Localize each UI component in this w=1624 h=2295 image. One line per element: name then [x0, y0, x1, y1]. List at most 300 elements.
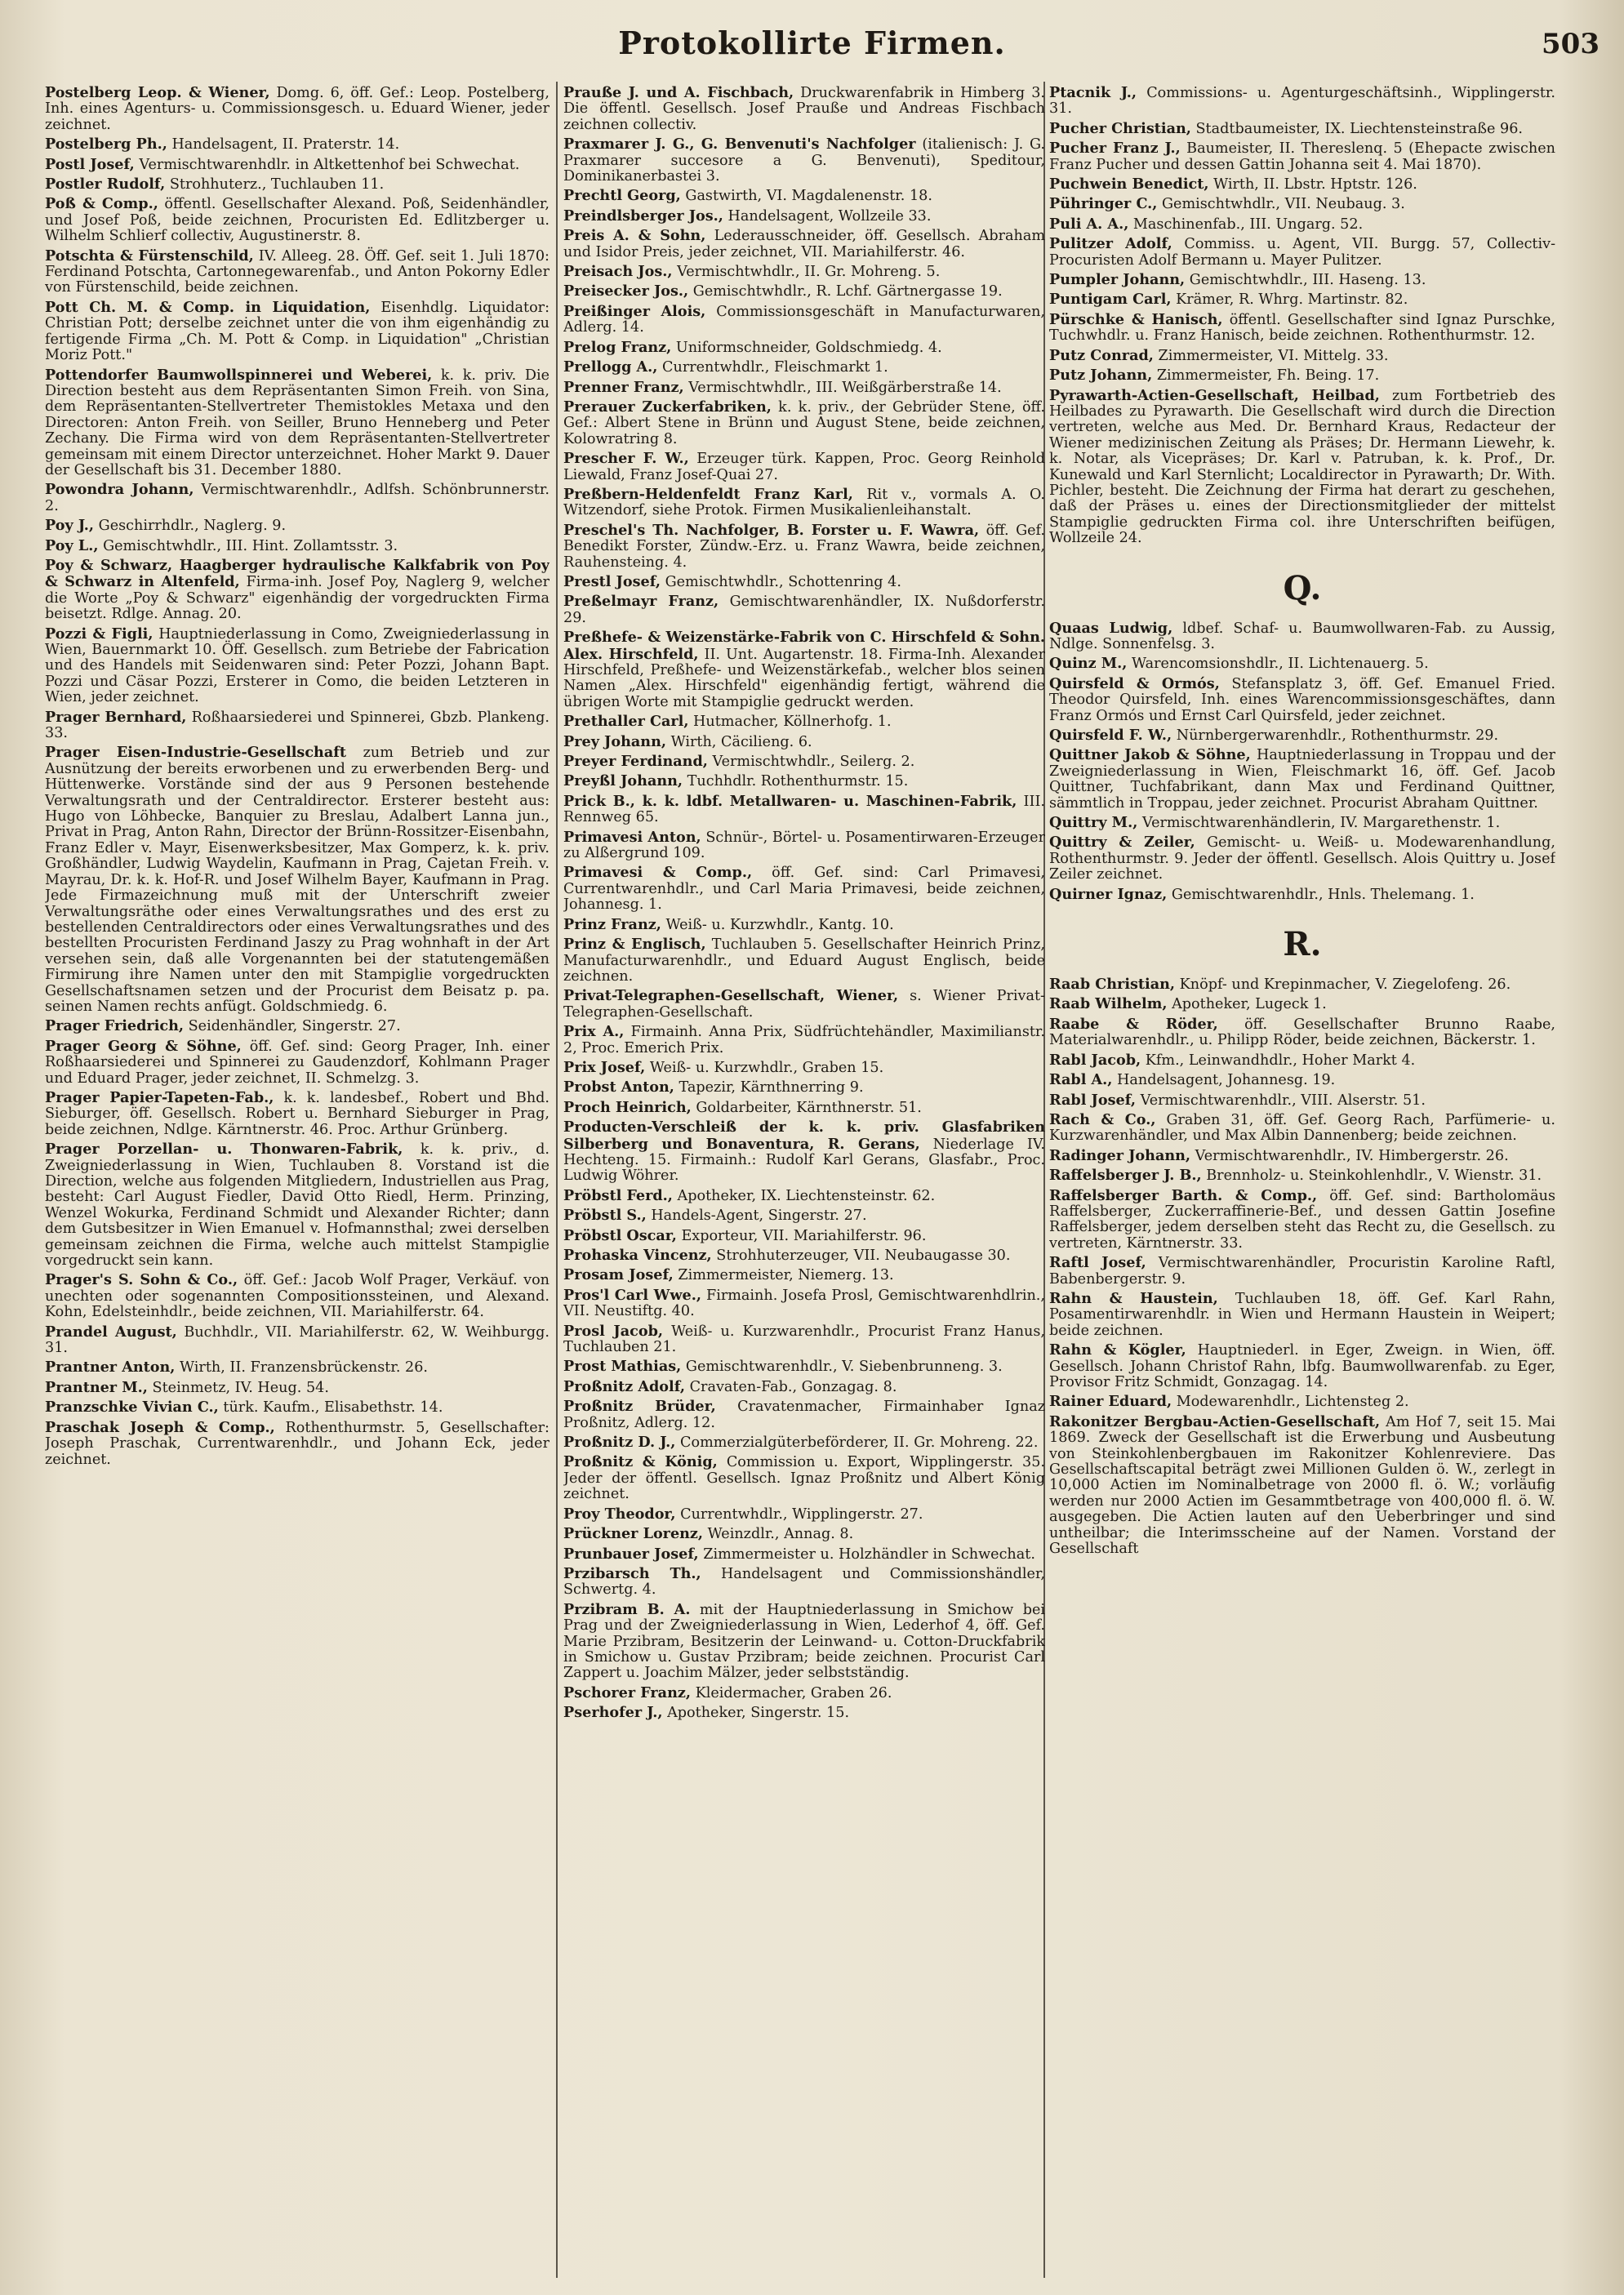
firm-name: Preßhefe- & Weizenstärke-Fabrik von C. Hirschfeld & Sohn. Alex. Hirschfeld, — [563, 629, 1045, 663]
firm-entry — [563, 1526, 1045, 1542]
firm-entry — [563, 451, 1045, 483]
firm-entry — [563, 228, 1045, 260]
firm-name: Pulitzer Adolf, — [1049, 235, 1172, 253]
firm-details: Commissions- u. Agenturgeschäftsinh., Wipplingerstr. 31. — [1049, 85, 1555, 118]
firm-entry — [563, 1399, 1045, 1431]
firm-details: Vermischtwhdlr., II. Gr. Mohreng. 5. — [677, 264, 941, 281]
firm-entry — [563, 399, 1045, 447]
firm-details: öff. Gef. sind: Bartholomäus Raffelsberger, Zuckerraffinerie-Bef., und dessen Gattin Josefine Raffelsberger, jedem derselben steht das Recht zu, die Gesellsch. zu vertreten, Kärntnerstr. 33. — [1049, 1187, 1555, 1252]
firm-details: Commissionsgeschäft in Manufacturwaren, Adlerg. 14. — [563, 303, 1045, 336]
firm-name: Prosam Josef, — [563, 1266, 674, 1284]
firm-entry — [1049, 196, 1555, 212]
firm-entry — [563, 1685, 1045, 1701]
firm-name: Pröbstl Ferd., — [563, 1186, 673, 1204]
firm-entry — [563, 264, 1045, 280]
firm-name: Puli A. A., — [1049, 215, 1129, 233]
firm-name: Probst Anton, — [563, 1079, 674, 1096]
firm-details: zum Betrieb und zur Ausnützung der bereits erworbenen und zu erwerbenden Berg- und Hüttenwerke. Vorstände sind der aus 9 Personen bestehende Verwaltungsrath und der Centraldirector. Ersterer besteht aus: Hugo von Löhbecke, Banquier zu Breslau, Adalbert Lanna jun., Privat in Prag, Anton Rahn, Director der Brünn-Rossitzer-Eisenbahn, Franz Edler v. Mayr, Eisenwerksbesitzer, Max Gomperz, k. k. priv. Großhändler, Ludwig Waydelin, Kaufmann in Prag, Cajetan Freih. v. Mayrau, Dr. k. k. Hof-R. und Josef Wilhelm Bayer, Kaufmann in Prag. Jede Firmazeichnung muß mit der Unterschrift zweier Verwaltungsräthe oder eines Verwaltungsrathes und des erst zu bestellenden Centraldirectors oder eines Verwaltungsrathes und des bestellten Procuristen Ferdinand Jaszy zu Prag wohnhaft in der Art versehen sein, daß alle Vorgenannten bei der statutengemäßen Firmirung ihre Namen unter den mit Stampiglie vorgedruckten Gesellschaftsnamen setzen und der Procurist dem Beisatz p. pa. seinen Namen rechts anfügt. Goldschmiedg. 6. — [45, 745, 549, 1015]
firm-name: Poß & Comp., — [45, 195, 158, 213]
firm-name: Raffelsberger J. B., — [1049, 1167, 1202, 1185]
firm-entry — [1049, 121, 1555, 137]
firm-name: Pschorer Franz, — [563, 1683, 691, 1701]
firm-name: Prauße J. und A. Fischbach, — [563, 85, 794, 101]
firm-entry — [563, 1454, 1045, 1502]
firm-details: Zimmermeister, VI. Mittelg. 33. — [1158, 347, 1389, 364]
firm-details: Apotheker, Singerstr. 15. — [667, 1705, 850, 1722]
firm-name: Quaas Ludwig, — [1049, 619, 1173, 637]
firm-name: Pumpler Johann, — [1049, 271, 1186, 289]
firm-name: Prerauer Zuckerfabriken, — [563, 398, 772, 416]
firm-details: Wirth, II. Franzensbrückenstr. 26. — [180, 1359, 428, 1377]
firm-name: Privat-Telegraphen-Gesellschaft, Wiener, — [563, 987, 899, 1005]
firm-details: Vermischtwhdlr., III. Weißgärberstraße 14. — [688, 379, 1002, 396]
firm-name: Raffelsberger Barth. & Comp., — [1049, 1186, 1318, 1204]
firm-entry — [563, 1079, 1045, 1096]
firm-details: Gastwirth, VI. Magdalenenstr. 18. — [685, 188, 932, 205]
firm-name: Pott Ch. M. & Comp. in Liquidation, — [45, 298, 371, 316]
firm-name: Quirner Ignaz, — [1049, 885, 1168, 903]
firm-entry — [1049, 367, 1555, 384]
firm-name: Quittry M., — [1049, 814, 1138, 832]
firm-details: Nürnbergerwarenhdlr., Rothenthurmstr. 29. — [1176, 727, 1499, 744]
firm-entry — [563, 1288, 1045, 1320]
firm-entry — [563, 1323, 1045, 1356]
firm-name: Praxmarer J. G., G. Benvenuti's Nachfolger — [563, 136, 916, 153]
firm-name: Proßnitz & König, — [563, 1453, 718, 1471]
firm-name: Prestl Josef, — [563, 572, 661, 590]
firm-details: Rothenthurmstr. 5, Gesellschafter: Joseph Praschak, Currentwarenhdlr., und Johann Eck, jeder zeichnet. — [45, 1419, 549, 1468]
firm-details: Weiß- u. Kurzwhdlr., Kantg. 10. — [665, 916, 894, 933]
firm-name: Powondra Johann, — [45, 481, 194, 499]
firm-details: Weiß- u. Kurzwhdlr., Graben 15. — [649, 1059, 884, 1076]
firm-details: Uniformschneider, Goldschmiedg. 4. — [675, 339, 942, 356]
firm-entry — [45, 558, 549, 623]
firm-name: Poy J., — [45, 517, 95, 535]
firm-details: Handelsagent, Johannesg. 19. — [1117, 1072, 1336, 1089]
firm-name: Prechtl Georg, — [563, 187, 681, 205]
firm-entry — [45, 518, 549, 534]
firm-details: Handelsagent und Commissionshändler, Schwertg. 4. — [563, 1565, 1045, 1599]
firm-details: Cravatenmacher, Firmainhaber Ignaz Proßnitz, Adlerg. 12. — [563, 1399, 1045, 1431]
firm-name: Raab Wilhelm, — [1049, 995, 1168, 1013]
firm-name: Putz Johann, — [1049, 367, 1153, 385]
firm-entry — [1049, 236, 1555, 269]
firm-name: Pros'l Carl Wwe., — [563, 1286, 701, 1304]
firm-entry — [1049, 1188, 1555, 1252]
firm-details: Vermischtwarenhdlr., Adlfsh. Schönbrunnerstr. 2. — [45, 482, 549, 514]
firm-name: Pucher Christian, — [1049, 119, 1191, 137]
firm-details: Zimmermeister, Niemerg. 13. — [678, 1267, 894, 1284]
firm-name: Puchwein Benedict, — [1049, 176, 1209, 193]
firm-entry — [1049, 1168, 1555, 1184]
firm-details: Seidenhändler, Singerstr. 27. — [188, 1018, 401, 1035]
firm-name: Prosl Jacob, — [563, 1322, 664, 1340]
firm-name: Prunbauer Josef, — [563, 1545, 699, 1563]
firm-name: Prager's S. Sohn & Co., — [45, 1271, 238, 1289]
firm-entry — [45, 157, 549, 173]
firm-name: Proßnitz Brüder, — [563, 1398, 716, 1416]
firm-entry — [1049, 216, 1555, 233]
firm-details: Commerzialgüterbeförderer, II. Gr. Mohreng. 22. — [680, 1434, 1039, 1452]
firm-entry — [563, 1566, 1045, 1599]
firm-name: Quirsfeld F. W., — [1049, 727, 1172, 744]
firm-details: Weiß- u. Kurzwarenhdlr., Procurist Franz Hanus, Tuchlauben 21. — [563, 1323, 1045, 1356]
firm-entry — [563, 594, 1045, 626]
firm-entry — [563, 380, 1045, 396]
firm-entry — [563, 1208, 1045, 1224]
firm-details: Apotheker, IX. Liechtensteinstr. 62. — [677, 1187, 936, 1204]
firm-details: Vermischtwarenhändlerin, IV. Margarethenstr. 1. — [1142, 815, 1501, 832]
firm-details: Tapezir, Kärnthnerring 9. — [679, 1079, 864, 1096]
firm-details: Knöpf- und Krepinmacher, V. Ziegelofeng. 26. — [1179, 976, 1511, 994]
firm-name: Quittry & Zeiler, — [1049, 834, 1195, 852]
firm-details: Wirth, II. Lbstr. Hptstr. 126. — [1213, 176, 1417, 193]
firm-name: Quittner Jakob & Söhne, — [1049, 746, 1251, 764]
firm-entry — [1049, 834, 1555, 883]
firm-name: Rahn & Kögler, — [1049, 1341, 1186, 1359]
firm-name: Raab Christian, — [1049, 976, 1176, 994]
firm-entry — [563, 523, 1045, 571]
firm-name: Postl Josef, — [45, 155, 135, 173]
firm-details: Am Hof 7, seit 15. Mai 1869. Zweck der Gesellschaft ist die Erwerbung und Ausbeutung von Steinkohlenbergbauen im Rakonitzer Kohlenreviere. Das Gesellschaftscapital beträgt zwei Millionen Gulden ö. W., zerlegt in 10,000 Actien im Nominalbetrage von 2000 fl. ö. W.; vorläufig werden nur 2000 Actien im Gesammtbetrage von 400,000 fl. ö. W. ausgegeben. Die Actien lauten auf den Ueberbringer und sind untheilbar; die Interimsscheine auf der Namen. Vorstand der Gesellschaft — [1049, 1413, 1555, 1558]
firm-details: Gemischtwhdlr., R. Lchf. Gärtnergasse 19. — [692, 283, 1003, 300]
firm-name: Prescher F. W., — [563, 450, 689, 468]
firm-entry — [563, 754, 1045, 770]
firm-details: Hauptniederlassung in Como, Zweigniederlassung in Wien, Bauernmarkt 10. Öff. Gesellsch. zum Betriebe der Fabrication und des Handels mit Seidenwaren sind: Peter Pozzi, Johann Bapt. Pozzi und Cäsar Pozzi, Ersterer in Como, die beiden Letzteren in Wien, jeder zeichnet. — [45, 625, 549, 706]
section-letter: Q. — [1283, 568, 1322, 607]
column-1 — [45, 85, 549, 2281]
firm-name: Prückner Lorenz, — [563, 1525, 704, 1543]
firm-name: Preßbern-Heldenfeldt Franz Karl, — [563, 485, 853, 503]
firm-details: türk. Kaufm., Elisabethstr. 14. — [223, 1399, 443, 1417]
firm-entry — [1049, 388, 1555, 547]
firm-name: Rabl Josef, — [1049, 1091, 1137, 1109]
firm-details: Gemischt- u. Weiß- u. Modewarenhandlung, Rothenthurmstr. 9. Jeder der öffentl. Gesellsch. Alois Quittry u. Josef Zeiler zeichnet. — [1049, 834, 1555, 883]
firm-name: Preyßl Johann, — [563, 772, 683, 790]
firm-name: Prager Bernhard, — [45, 708, 187, 726]
firm-details: Tuchlauben 18, öff. Gef. Karl Rahn, Posamentirwarenhdlr. in Wien und Hermann Haustein in Weipert; beide zeichnen. — [1049, 1290, 1555, 1339]
firm-details: k. k. landesbef., Robert und Bhd. Sieburger, öff. Gesellsch. Robert u. Bernhard Sieburger in Prag, beide zeichnen, Ndlge. Kärntnerstr. 46. Proc. Arthur Grünberg. — [45, 1089, 549, 1138]
firm-entry — [1049, 1016, 1555, 1049]
firm-name: Rach & Co., — [1049, 1110, 1156, 1128]
firm-details: Gemischtwhdlr., Schottenring 4. — [665, 573, 901, 590]
firm-details: Krämer, R. Whrg. Martinstr. 82. — [1176, 291, 1408, 309]
firm-entry — [563, 188, 1045, 204]
firm-entry — [1049, 85, 1555, 118]
firm-entry — [45, 1399, 549, 1416]
firm-details: Commiss. u. Agent, VII. Burgg. 57, Collectiv-Procuristen Adolf Bermann u. Mayer Pulitzer. — [1049, 236, 1555, 269]
firm-entry — [563, 1705, 1045, 1721]
firm-entry — [1049, 1072, 1555, 1088]
firm-entry — [1049, 976, 1555, 993]
firm-details: Baumeister, II. Thereslenq. 5 (Ehepacte zwischen Franz Pucher und dessen Gattin Johanna seit 4. Mai 1870). — [1049, 140, 1555, 173]
firm-name: Pozzi & Figli, — [45, 625, 154, 643]
column-2 — [563, 85, 1045, 2281]
firm-name: Rahn & Haustein, — [1049, 1289, 1218, 1307]
firm-details: öffentl. Gesellschafter Alexand. Poß, Seidenhändler, und Josef Poß, beide zeichnen, Procuristen Ed. Edlitzberger u. Wilhelm Schlierf collectiv, Augustinerstr. 8. — [45, 196, 549, 245]
firm-entry — [45, 1359, 549, 1376]
firm-name: Prantner M., — [45, 1378, 148, 1396]
firm-details: öffentl. Gesellschafter sind Ignaz Purschke, Tuchwhdlr. u. Franz Hanisch, beide zeichnen. Rothenthurmstr. 12. — [1049, 311, 1555, 345]
firm-details: Graben 31, öff. Gef. Georg Rach, Parfümerie- u. Kurzwarenhändler, und Max Albin Dannenberg; beide zeichnen. — [1049, 1111, 1555, 1145]
firm-name: Proch Heinrich, — [563, 1098, 692, 1116]
firm-entry — [45, 196, 549, 244]
firm-details: Firma-inh. Josef Poy, Naglerg 9, welcher die Worte „Poy & Schwarz" eigenhändig der vorgedruckten Firma beisetzt. Rdlge. Annag. 20. — [45, 574, 549, 623]
firm-entry — [1049, 620, 1555, 653]
firm-entry — [45, 1420, 549, 1468]
firm-details: zum Fortbetrieb des Heilbades zu Pyrawarth. Die Gesellschaft wird durch die Direction vertreten, welche aus Med. Dr. Bernhard Kraus, Redacteur der Wiener medizinischen Zeitung als Präses; Dr. Hermann Liewehr, k. k. Notar, als Vicepräses; Dr. Karl v. Patruban, k. k. Prof., Dr. Kunewald und Karl Sternlicht; Localdirector in Pyrawarth; Dr. With. Pichler, besteht. Die Zeichnung der Firma hat derart zu geschehen, daß der Präses u. eines der Directionsmitglieder der mittelst Stampiglie gedruckten Firma col. ihre Unterschriften beifügen, Wollzeile 24. — [1049, 387, 1555, 547]
firm-entry — [45, 1380, 549, 1396]
firm-details: Vermischtwarenhdlr. in Altkettenhof bei Schwechat. — [139, 156, 520, 173]
firm-entry — [563, 340, 1045, 356]
firm-details: Gemischtwhdlr., VII. Neubaug. 3. — [1162, 196, 1405, 213]
firm-entry — [563, 85, 1045, 133]
firm-entry — [1049, 1291, 1555, 1339]
firm-entry — [563, 1248, 1045, 1264]
firm-details: Weinzdlr., Annag. 8. — [707, 1526, 854, 1543]
firm-entry — [45, 1272, 549, 1320]
firm-details: Zimmermeister, Fh. Being. 17. — [1156, 367, 1380, 385]
firm-details: öff. Gef.: Jacob Wolf Prager, Verkäuf. von unechten oder sogenannten Compositionssteinen, und Alexand. Kohn, Edelsteinhdlr., beide zeichnen, VII. Mariahilferstr. 64. — [45, 1272, 549, 1321]
firm-name: Prager Georg & Söhne, — [45, 1037, 242, 1055]
firm-entry — [45, 1018, 549, 1034]
firm-name: Prandel August, — [45, 1323, 177, 1341]
firm-name: Primavesi & Comp., — [563, 864, 753, 882]
firm-entry — [563, 629, 1045, 710]
firm-name: Raabe & Röder, — [1049, 1015, 1218, 1033]
firm-entry — [45, 626, 549, 706]
firm-name: Rabl A., — [1049, 1071, 1113, 1089]
firm-details: (italienisch: J. G. Praxmarer succesore a G. Benvenuti), Speditour, Dominikanerbastei 3. — [563, 136, 1045, 185]
firm-details: k. k. priv., der Gebrüder Stene, öff. Gef.: Albert Stene in Brünn und August Stene, beide zeichnen, Kolowratring 8. — [563, 398, 1045, 447]
firm-name: Preisecker Jos., — [563, 282, 689, 300]
firm-name: Rainer Eduard, — [1049, 1393, 1172, 1411]
firm-name: Pottendorfer Baumwollspinnerei und Weberei, — [45, 366, 433, 384]
firm-name: Preschel's Th. Nachfolger, B. Forster u. F. Wawra, — [563, 521, 980, 539]
firm-entry — [45, 1090, 549, 1138]
firm-details: Handels-Agent, Singerstr. 27. — [651, 1208, 867, 1225]
section-letter: R. — [1283, 925, 1322, 964]
firm-details: Goldarbeiter, Kärnthnerstr. 51. — [696, 1099, 922, 1116]
firm-entry — [1049, 1052, 1555, 1069]
firm-name: Ptacnik J., — [1049, 85, 1137, 101]
firm-details: Hutmacher, Köllnerhofg. 1. — [693, 714, 892, 731]
firm-details: Stadtbaumeister, IX. Liechtensteinstraße 96. — [1195, 120, 1524, 137]
firm-name: Prenner Franz, — [563, 378, 684, 396]
firm-entry — [1049, 727, 1555, 744]
firm-entry — [1049, 815, 1555, 831]
firm-entry — [563, 829, 1045, 862]
firm-name: Pröbstl S., — [563, 1207, 647, 1225]
firm-entry — [563, 917, 1045, 933]
firm-details: Vermischtwhdlr., Seilerg. 2. — [712, 754, 915, 771]
firm-entry — [563, 773, 1045, 789]
firm-details: Hauptniederl. in Eger, Zweign. in Wien, öff. Gesellsch. Johann Christof Rahn, lbfg. Baumwollwarenfab. zu Eger, Provisor Fritz Schmidt, Gonzagag. 14. — [1049, 1342, 1555, 1390]
firm-details: Firmainh. Anna Prix, Südfrüchtehändler, Maximilianstr. 2, Proc. Emerich Prix. — [563, 1024, 1045, 1056]
firm-details: Maschinenfab., III. Ungarg. 52. — [1132, 216, 1364, 233]
firm-entry — [563, 1024, 1045, 1056]
firm-entry — [45, 85, 549, 133]
firm-name: Prick B., k. k. ldbf. Metallwaren- u. Maschinen-Fabrik, — [563, 792, 1017, 810]
firm-name: Poy L., — [45, 536, 99, 554]
firm-details: Buchhdlr., VII. Mariahilferstr. 62, W. Weihburgg. 31. — [45, 1323, 549, 1357]
firm-details: Tuchhdlr. Rothenthurmstr. 15. — [687, 773, 909, 790]
firm-details: Apotheker, Lugeck 1. — [1172, 996, 1327, 1013]
firm-entry — [45, 1039, 549, 1087]
firm-name: Proßnitz D. J., — [563, 1434, 676, 1452]
firm-entry — [563, 304, 1045, 336]
firm-details: Vermischtwarenhdlr., IV. Himbergerstr. 26. — [1195, 1147, 1509, 1164]
firm-name: Prantner Anton, — [45, 1359, 176, 1377]
firm-name: Pürschke & Hanisch, — [1049, 310, 1223, 328]
firm-details: Firmainh. Josefa Prosl, Gemischtwarenhdlrin., VII. Neustiftg. 40. — [563, 1287, 1045, 1320]
firm-details: Gemischtwhdlr., III. Hint. Zollamtsstr. 3. — [103, 537, 398, 554]
firm-details: Warencomsionshdlr., II. Lichtenauerg. 5. — [1132, 656, 1429, 673]
firm-name: Przibarsch Th., — [563, 1564, 701, 1582]
firm-name: Prinz & Englisch, — [563, 936, 706, 954]
firm-entry — [1049, 1092, 1555, 1109]
firm-entry — [563, 988, 1045, 1021]
firm-name: Poy & Schwarz, Haagberger hydraulische Kalkfabrik von Poy & Schwarz in Altenfeld, — [45, 556, 549, 591]
firm-name: Pranzschke Vivian C., — [45, 1399, 219, 1417]
firm-name: Prethaller Carl, — [563, 713, 689, 731]
firm-details: Exporteur, VII. Mariahilferstr. 96. — [681, 1227, 927, 1244]
firm-entry — [1049, 656, 1555, 672]
firm-name: Postler Rudolf, — [45, 176, 166, 193]
firm-name: Quirsfeld & Ormós, — [1049, 674, 1220, 692]
firm-entry — [45, 1141, 549, 1269]
firm-details: Niederlage IV. Hechteng. 15. Firmainh.: Rudolf Karl Gerans, Glasfabr., Proc. Ludwig Wöhrer. — [563, 1136, 1045, 1185]
firm-entry — [563, 283, 1045, 300]
firm-details: Currentwhdlr., Fleischmarkt 1. — [662, 359, 888, 376]
firm-details: Cravaten-Fab., Gonzagag. 8. — [689, 1378, 897, 1395]
firm-entry — [563, 1434, 1045, 1451]
firm-details: Kfm., Leinwandhdlr., Hoher Markt 4. — [1145, 1052, 1416, 1069]
firm-details: Gemischtwarenhdlr., V. Siebenbrunneng. 3. — [685, 1359, 1003, 1376]
firm-name: Prelog Franz, — [563, 338, 672, 356]
firm-name: Proßnitz Adolf, — [563, 1377, 685, 1395]
firm-entry — [45, 709, 549, 742]
firm-entry — [563, 936, 1045, 985]
firm-entry — [563, 1379, 1045, 1395]
firm-entry — [563, 1602, 1045, 1682]
firm-details: Gemischtwarenhdlr., Hnls. Thelemang. 1. — [1171, 886, 1475, 903]
firm-name: Prix Josef, — [563, 1058, 646, 1076]
firm-entry — [1049, 1394, 1555, 1410]
firm-name: Puntigam Carl, — [1049, 291, 1172, 309]
firm-details: Gemischtwhdlr., III. Haseng. 13. — [1189, 272, 1426, 289]
firm-name: Praschak Joseph & Comp., — [45, 1418, 275, 1436]
firm-entry — [563, 714, 1045, 730]
firm-entry — [45, 1324, 549, 1357]
firm-details: Vermischtwarenhändler, Procuristin Karoline Raftl, Babenbergerstr. 9. — [1049, 1255, 1555, 1288]
firm-details: Lederausschneider, öff. Gesellsch. Abraham und Isidor Preis, jeder zeichnet, VII. Mariahilferstr. 46. — [563, 228, 1045, 260]
firm-name: Raftl Josef, — [1049, 1254, 1146, 1272]
firm-details: Druckwarenfabrik in Himberg 3. Die öffentl. Gesellsch. Josef Prauße und Andreas Fischbach zeichnen collectiv. — [563, 85, 1045, 133]
firm-name: Potschta & Fürstenschild, — [45, 247, 254, 265]
firm-details: IV. Alleeg. 28. Öff. Gef. seit 1. Juli 1870: Ferdinand Potschta, Cartonnegewarenfab., und Anton Pokorny Edler von Fürstenschild, beide zeichnen. — [45, 247, 549, 296]
firm-name: Prellogg A., — [563, 358, 658, 376]
firm-name: Primavesi Anton, — [563, 828, 701, 846]
firm-entry — [45, 482, 549, 514]
firm-name: Prager Porzellan- u. Thonwaren-Fabrik, — [45, 1141, 403, 1159]
firm-details: Domg. 6, öff. Gef.: Leop. Postelberg, Inh. eines Agenturs- u. Commissionsgesch. u. Eduard Wiener, jeder zeichnet. — [45, 85, 549, 133]
firm-name: Prey Johann, — [563, 732, 666, 750]
firm-name: Prohaska Vincenz, — [563, 1247, 712, 1264]
firm-entry — [563, 1506, 1045, 1523]
firm-details: öff. Gesellschafter Brunno Raabe, Materialwarenhdlr., u. Philipp Röder, beide zeichnen, Bäckerstr. 1. — [1049, 1016, 1555, 1049]
firm-entry — [45, 367, 549, 479]
firm-entry — [563, 1546, 1045, 1563]
firm-details: Brennholz- u. Steinkohlenhdlr., V. Wienstr. 31. — [1206, 1168, 1542, 1185]
firm-details: Rit v., vormals A. O. Witzendorf, siehe Protok. Firmen Musikalienleihanstalt. — [563, 486, 1045, 519]
firm-details: Strohhuterzeuger, VII. Neubaugasse 30. — [716, 1248, 1011, 1264]
firm-details: Currentwhdlr., Wipplingerstr. 27. — [680, 1506, 923, 1523]
firm-name: Preyer Ferdinand, — [563, 753, 708, 771]
firm-entry — [563, 136, 1045, 185]
firm-entry — [1049, 1255, 1555, 1288]
firm-entry — [563, 1228, 1045, 1244]
firm-details: Modewarenhdlr., Lichtensteg 2. — [1176, 1394, 1409, 1411]
firm-name: Prager Papier-Tapeten-Fab., — [45, 1088, 274, 1106]
firm-details: Handelsagent, II. Praterstr. 14. — [171, 136, 400, 153]
firm-details: Vermischtwarenhdlr., VIII. Alserstr. 51. — [1140, 1092, 1426, 1109]
firm-name: Radinger Johann, — [1049, 1146, 1191, 1164]
firm-details: k. k. priv. Die Direction besteht aus dem Repräsentanten Simon Freih. von Sina, dem Repräsentanten-Stellvertreter Themistokles Metaxa und den Directoren: Anton Freih. von Seiller, Bruno Henneberg und Peter Zechany. Die Firma wird von dem Repräsentanten-Stellvertreter gemeinsam mit einem Director unterzeichnet. Hoher Markt 9. Dauer der Gesellschaft bis 31. December 1880. — [45, 367, 549, 478]
column-3 — [1049, 85, 1555, 2281]
firm-entry — [563, 574, 1045, 590]
column-divider — [556, 82, 558, 2278]
firm-details: öff. Gef. sind: Georg Prager, Inh. einer Roßhaarsiederei und Spinnerei zu Gaudenzdorf, Kohlmann Prager und Eduard Prager, jeder zeichnet, II. Schmelzg. 3. — [45, 1038, 549, 1087]
firm-entry — [45, 176, 549, 193]
firm-details: III. Rennweg 65. — [563, 793, 1045, 826]
firm-name: Postelberg Leop. & Wiener, — [45, 85, 270, 101]
firm-entry — [1049, 1414, 1555, 1558]
firm-name: Pyrawarth-Actien-Gesellschaft, Heilbad, — [1049, 386, 1380, 404]
firm-entry — [563, 487, 1045, 519]
firm-entry — [45, 136, 549, 153]
firm-details: Stefansplatz 3, öff. Gef. Emanuel Fried. Theodor Quirsfeld, Inh. eines Warencommissionsgeschäftes, dann Franz Ormós und Ernst Carl Quirsfeld, jeder zeichnet. — [1049, 675, 1555, 724]
firm-details: Handelsagent, Wollzeile 33. — [727, 207, 932, 225]
firm-name: Pserhofer J., — [563, 1704, 663, 1722]
firm-entry — [1049, 887, 1555, 903]
firm-details: Commission u. Export, Wipplingerstr. 35. Jeder der öffentl. Gesellsch. Ignaz Proßnitz und Albert König zeichnet. — [563, 1454, 1045, 1503]
firm-name: Proy Theodor, — [563, 1505, 676, 1523]
firm-name: Prost Mathias, — [563, 1358, 682, 1376]
firm-details: Zimmermeister u. Holzhändler in Schwechat. — [703, 1546, 1035, 1563]
page-title: Protokollirte Firmen. — [618, 24, 1006, 61]
firm-entry — [563, 1359, 1045, 1375]
firm-details: Schnür-, Börtel- u. Posamentirwaren-Erzeuger zu Alßergrund 109. — [563, 829, 1045, 862]
firm-name: Prager Eisen-Industrie-Gesellschaft — [45, 744, 346, 762]
firm-entry — [1049, 348, 1555, 364]
firm-name: Rabl Jacob, — [1049, 1051, 1141, 1069]
firm-name: Preis A. & Sohn, — [563, 227, 706, 245]
firm-entry — [45, 248, 549, 296]
firm-details: Roßhaarsiederei und Spinnerei, Gbzb. Plankeng. 33. — [45, 709, 549, 742]
firm-entry — [1049, 1148, 1555, 1164]
firm-name: Rakonitzer Bergbau-Actien-Gesellschaft, — [1049, 1412, 1381, 1430]
firm-entry — [1049, 996, 1555, 1012]
firm-entry — [1049, 676, 1555, 724]
firm-entry — [563, 359, 1045, 376]
firm-details: öff. Gef. sind: Carl Primavesi, Currentwarenhdlr., und Carl Maria Primavesi, beide zeichnen, Johannesg. 1. — [563, 865, 1045, 914]
firm-entry — [1049, 272, 1555, 288]
firm-name: Producten-Verschleiß der k. k. priv. Glasfabriken Silberberg und Bonaventura, R. Gerans, — [563, 1119, 1045, 1153]
firm-details: Gemischtwarenhändler, IX. Nußdorferstr. 29. — [563, 594, 1045, 626]
firm-entry — [563, 794, 1045, 826]
page-number: 503 — [1542, 28, 1600, 60]
